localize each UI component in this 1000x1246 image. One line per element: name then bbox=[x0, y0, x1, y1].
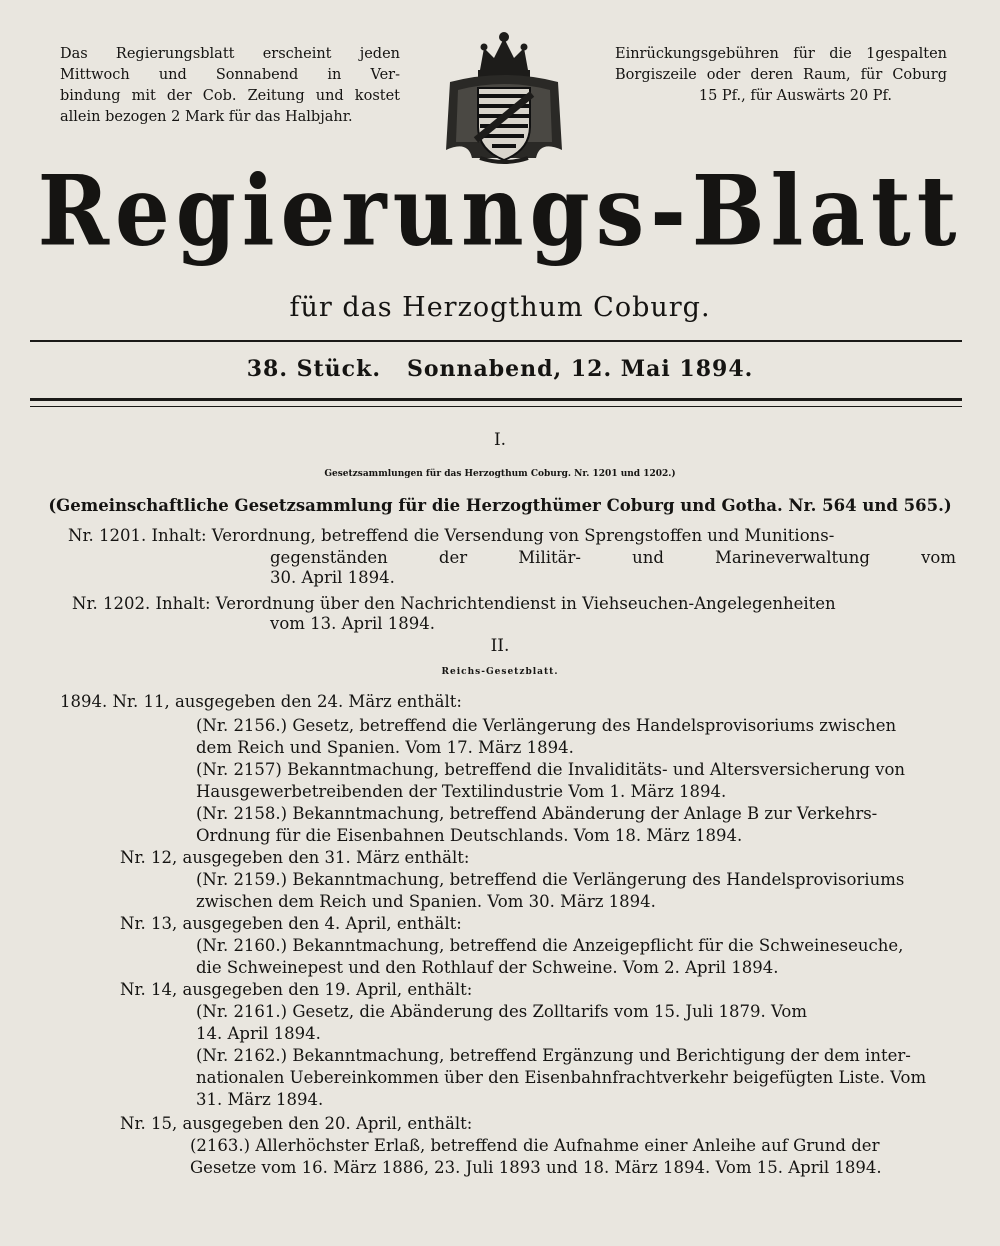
issue-line: 38. Stück. Sonnabend, 12. Mai 1894. bbox=[246, 356, 754, 382]
gazette-line: 14. April 1894. bbox=[196, 1024, 321, 1043]
notice-line: bindung mit der Cob. Zeitung und kostet bbox=[60, 88, 400, 104]
gazette-line: dem Reich und Spanien. Vom 17. März 1894. bbox=[196, 738, 574, 757]
gazette-line: (Nr. 2156.) Gesetz, betreffend die Verlängerung des Handelsprovisoriums zwischen bbox=[196, 716, 897, 735]
section-heading: Gesetzsammlungen für das Herzogthum Coburg. Nr. 1201 und 1202.) bbox=[324, 469, 676, 479]
ducal-coat-of-arms-crest-icon bbox=[440, 30, 568, 168]
gazette-line: (Nr. 2161.) Gesetz, die Abänderung des Zolltarifs vom 15. Juli 1879. Vom bbox=[196, 1002, 807, 1021]
gazette-line: Ordnung für die Eisenbahnen Deutschlands. Vom 18. März 1894. bbox=[196, 826, 743, 845]
notice-line: 15 Pf., für Auswärts 20 Pf. bbox=[698, 88, 892, 104]
masthead-title: Regierungs-Blatt bbox=[37, 154, 963, 268]
gazette-line: nationalen Uebereinkommen über den Eisenbahnfrachtverkehr beigefügten Liste. Vom bbox=[196, 1068, 927, 1087]
gazette-line: (Nr. 2162.) Bekanntmachung, betreffend Ergänzung und Berichtigung der dem inter- bbox=[196, 1046, 911, 1065]
divider bbox=[30, 406, 962, 407]
gazette-line: (Nr. 2158.) Bekanntmachung, betreffend Abänderung der Anlage B zur Verkehrs- bbox=[196, 804, 878, 823]
gazette-line: (2163.) Allerhöchster Erlaß, betreffend die Aufnahme einer Anleihe auf Grund der bbox=[190, 1136, 880, 1155]
gazette-line: 1894. Nr. 11, ausgegeben den 24. März enthält: bbox=[60, 692, 462, 711]
subscription-notice bbox=[60, 44, 400, 128]
notice-line: Einrückungsgebühren für die 1gespalten bbox=[615, 46, 947, 62]
section-numeral: II. bbox=[490, 636, 510, 656]
notice-line: Mittwoch und Sonnabend in Ver- bbox=[60, 67, 400, 83]
masthead-subtitle: für das Herzogthum Coburg. bbox=[289, 292, 711, 323]
entry-line: vom 13. April 1894. bbox=[270, 614, 436, 633]
gazette-line: die Schweinepest und den Rothlauf der Schweine. Vom 2. April 1894. bbox=[196, 958, 779, 977]
gazette-line: Nr. 15, ausgegeben den 20. April, enthält: bbox=[120, 1114, 473, 1133]
entry-line: Nr. 1202. Inhalt: Verordnung über den Nachrichtendienst in Viehseuchen-Angelegenheiten bbox=[72, 594, 836, 613]
gazette-line: zwischen dem Reich und Spanien. Vom 30. März 1894. bbox=[196, 892, 656, 911]
divider bbox=[30, 398, 962, 401]
entry-line: gegenständen der Militär- und Marineverwaltung vom bbox=[270, 548, 956, 567]
gazette-line: 31. März 1894. bbox=[196, 1090, 324, 1109]
gazette-line: Hausgewerbetreibenden der Textilindustrie Vom 1. März 1894. bbox=[196, 782, 727, 801]
gazette-line: Nr. 14, ausgegeben den 19. April, enthält: bbox=[120, 980, 473, 999]
gazette-line: (Nr. 2157) Bekanntmachung, betreffend die Invaliditäts- und Altersversicherung von bbox=[196, 760, 906, 779]
section-heading: Reichs-Gesetzblatt. bbox=[441, 667, 559, 677]
gazette-line: (Nr. 2159.) Bekanntmachung, betreffend die Verlängerung des Handelsprovisoriums bbox=[196, 870, 905, 889]
section-numeral: I. bbox=[493, 430, 507, 450]
section-heading: (Gemeinschaftliche Gesetzsammlung für die Herzogthümer Coburg und Gotha. Nr. 564 und 565.) bbox=[48, 496, 952, 515]
gazette-line: (Nr. 2160.) Bekanntmachung, betreffend die Anzeigepflicht für die Schweineseuche, bbox=[196, 936, 904, 955]
entry-line: Nr. 1201. Inhalt: Verordnung, betreffend die Versendung von Sprengstoffen und Munitions- bbox=[68, 526, 835, 545]
notice-line: Das Regierungsblatt erscheint jeden bbox=[60, 46, 400, 62]
gazette-line: Nr. 12, ausgegeben den 31. März enthält: bbox=[120, 848, 470, 867]
notice-line: Borgiszeile oder deren Raum, für Coburg bbox=[615, 67, 947, 83]
gazette-line: Gesetze vom 16. März 1886, 23. Juli 1893 und 18. März 1894. Vom 15. April 1894. bbox=[190, 1158, 882, 1177]
advertising-rates-notice bbox=[615, 44, 947, 107]
gazette-line: Nr. 13, ausgegeben den 4. April, enthält: bbox=[120, 914, 462, 933]
notice-line: allein bezogen 2 Mark für das Halbjahr. bbox=[60, 109, 353, 125]
divider bbox=[30, 340, 962, 342]
entry-line: 30. April 1894. bbox=[270, 568, 395, 587]
